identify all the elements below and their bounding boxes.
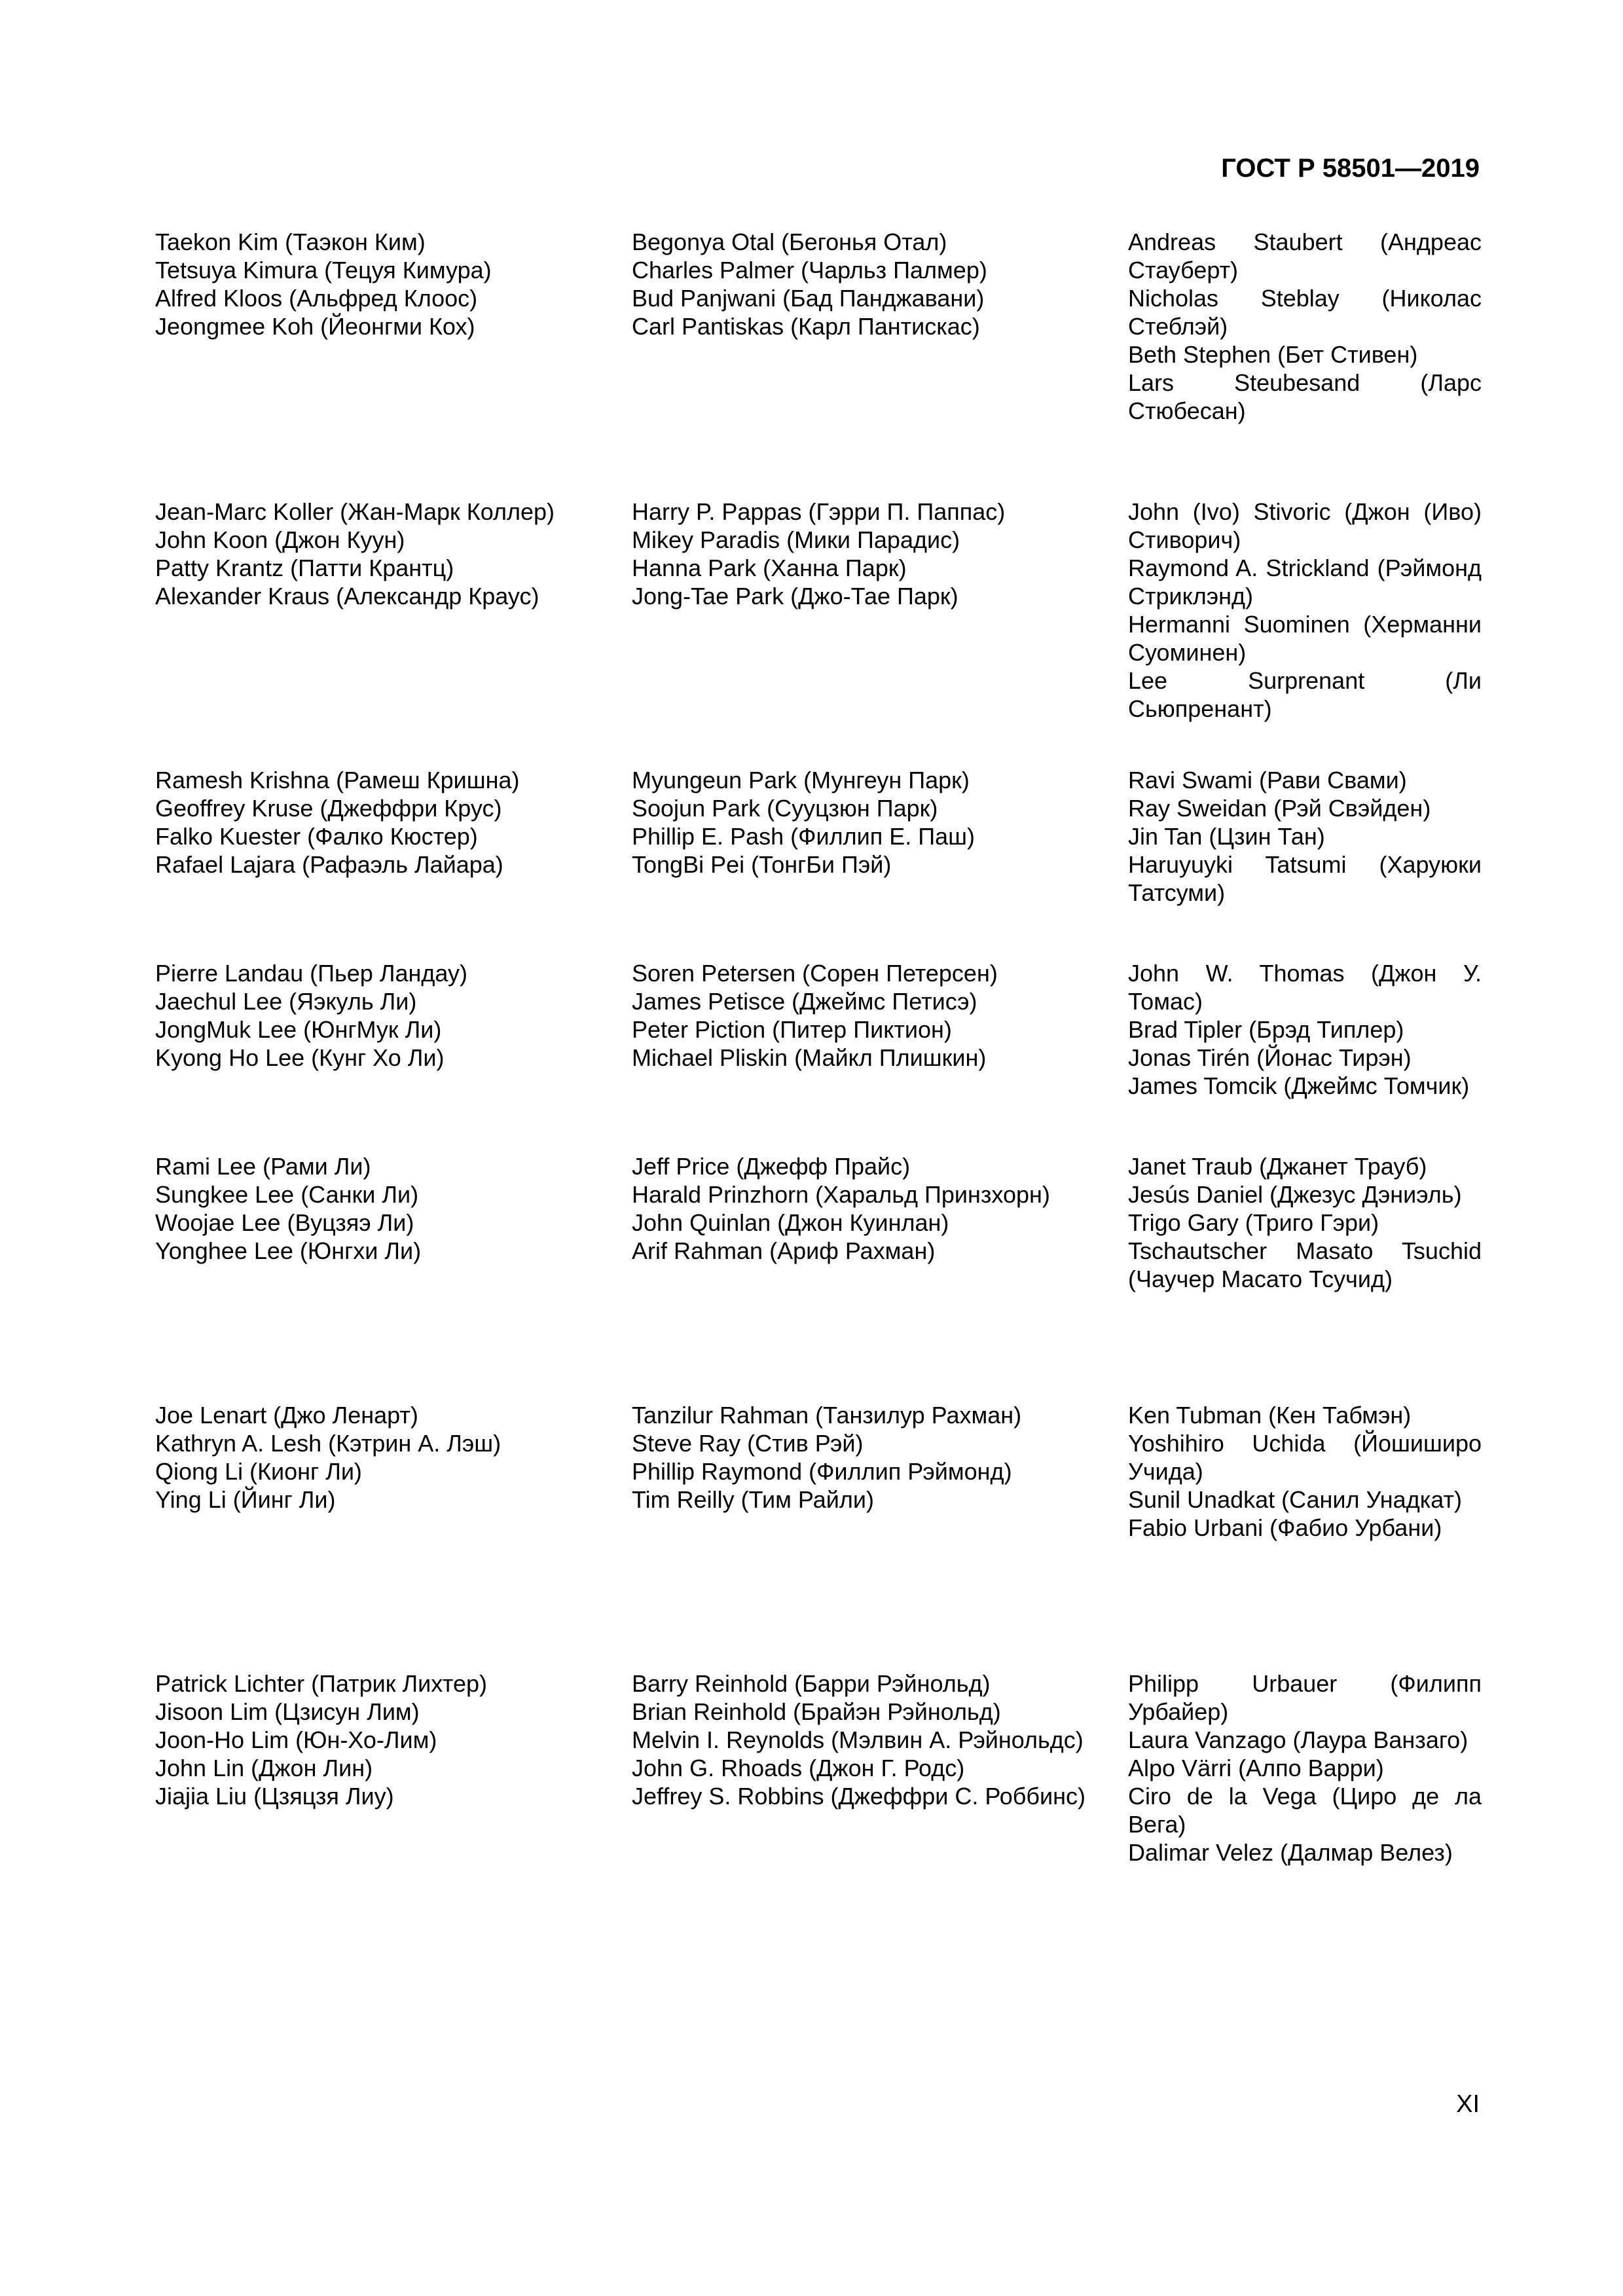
name-column: [1128, 766, 1482, 907]
participant-name: Yoshihiro Uchida (Йошиширо Учида): [1128, 1430, 1482, 1485]
name-column: [632, 1401, 1129, 1514]
participant-name: TongBi Pei (ТонгБи Пэй): [632, 851, 892, 878]
participant-name: Philipp Urbauer (Филипп Урбайер): [1128, 1670, 1482, 1725]
participant-name: Patty Krantz (Патти Крантц): [155, 555, 454, 581]
name-column: [632, 1669, 1129, 1810]
participant-name: Tim Reilly (Тим Райли): [632, 1486, 874, 1513]
participant-name: Yonghee Lee (Юнгхи Ли): [155, 1237, 422, 1264]
participant-name: Tanzilur Rahman (Танзилур Рахман): [632, 1402, 1022, 1429]
document-code-header: ГОСТ Р 58501—2019: [1221, 154, 1480, 183]
participant-name: Kyong Ho Lee (Кунг Хо Ли): [155, 1044, 445, 1071]
participant-name: Andreas Staubert (Андреас Стауберт): [1128, 228, 1482, 283]
participant-name: John Lin (Джон Лин): [155, 1755, 373, 1781]
name-column: [155, 498, 587, 610]
participant-name: Kathryn A. Lesh (Кэтрин А. Лэш): [155, 1430, 501, 1457]
name-column: [632, 498, 1129, 610]
name-column: [632, 1152, 1129, 1265]
participant-name: Harry P. Pappas (Гэрри П. Паппас): [632, 498, 1006, 525]
participant-name: John Quinlan (Джон Куинлан): [632, 1209, 949, 1236]
participant-name: Jeongmee Koh (Йеонгми Кох): [155, 313, 475, 340]
participant-name: Ramesh Krishna (Рамеш Кришна): [155, 767, 520, 793]
participant-name: Begonya Otal (Бегонья Отал): [632, 228, 947, 255]
participant-name: James Petisce (Джеймс Петисэ): [632, 988, 977, 1015]
name-column: [155, 1401, 587, 1514]
participant-name: Ciro de la Vega (Циро де ла Вега): [1128, 1783, 1482, 1838]
participant-name: Alfred Kloos (Альфред Клоос): [155, 285, 478, 312]
name-column: [632, 959, 1129, 1072]
participant-name: Taekon Kim (Таэкон Ким): [155, 228, 426, 255]
participant-name: Woojae Lee (Вуцзяэ Ли): [155, 1209, 414, 1236]
participant-name: Jeffrey S. Robbins (Джеффри С. Роббинс): [632, 1783, 1085, 1810]
name-column: [155, 1669, 587, 1810]
name-column: [1128, 959, 1482, 1100]
participant-name: Brad Tipler (Брэд Типлер): [1128, 1016, 1404, 1043]
participant-name: Hanna Park (Ханна Парк): [632, 555, 907, 581]
participant-name: Ying Li (Йинг Ли): [155, 1486, 336, 1513]
participant-name: Jean-Marc Koller (Жан-Марк Коллер): [155, 498, 555, 525]
participant-name: Peter Piction (Питер Пиктион): [632, 1016, 952, 1043]
participant-name: Ray Sweidan (Рэй Свэйден): [1128, 795, 1431, 822]
participant-name: Rafael Lajara (Рафаэль Лайара): [155, 851, 503, 878]
participant-name: Patrick Lichter (Патрик Лихтер): [155, 1670, 487, 1697]
participant-name: Sungkee Lee (Санки Ли): [155, 1181, 419, 1208]
name-column: [1128, 498, 1482, 723]
name-column: [632, 228, 1129, 340]
participant-name: Lars Steubesand (Ларс Стюбесан): [1128, 369, 1482, 424]
participant-name: Steve Ray (Стив Рэй): [632, 1430, 864, 1457]
participant-name: Nicholas Steblay (Николас Стеблэй): [1128, 285, 1482, 340]
participant-name: Raymond A. Strickland (Рэймонд Стриклэнд): [1128, 555, 1482, 610]
participant-name: James Tomcik (Джеймс Томчик): [1128, 1072, 1470, 1099]
participant-name: Mikey Paradis (Мики Парадис): [632, 526, 960, 553]
name-column: [1128, 1669, 1482, 1867]
participant-name: John W. Thomas (Джон У. Томас): [1128, 960, 1482, 1015]
name-column: [1128, 228, 1482, 425]
name-column: [155, 228, 587, 340]
participant-name: Jesús Daniel (Джезус Дэниэль): [1128, 1181, 1462, 1208]
participant-name: Soojun Park (Сууцзюн Парк): [632, 795, 938, 822]
participant-name: Geoffrey Kruse (Джеффри Крус): [155, 795, 502, 822]
participant-name: Arif Rahman (Ариф Рахман): [632, 1237, 936, 1264]
participant-name: Jin Tan (Цзин Тан): [1128, 823, 1325, 850]
participant-name: Phillip E. Pash (Филлип Е. Паш): [632, 823, 975, 850]
name-column: [155, 959, 587, 1072]
participant-name: Pierre Landau (Пьер Ландау): [155, 960, 467, 987]
name-column: [155, 1152, 587, 1265]
participant-name: Alexander Kraus (Александр Краус): [155, 583, 539, 610]
participant-name: Jaechul Lee (Яэкуль Ли): [155, 988, 417, 1015]
participant-name: Brian Reinhold (Брайэн Рэйнольд): [632, 1698, 1001, 1725]
participant-name: Fabio Urbani (Фабио Урбани): [1128, 1514, 1442, 1541]
name-column: [155, 766, 587, 879]
participant-name: Dalimar Velez (Далмар Велез): [1128, 1839, 1453, 1866]
participant-name: Melvin I. Reynolds (Мэлвин А. Рэйнольдс): [632, 1726, 1084, 1753]
participant-name: Tetsuya Kimura (Тецуя Кимура): [155, 257, 492, 283]
name-column: [632, 766, 1129, 879]
participant-name: Ken Tubman (Кен Табмэн): [1128, 1402, 1412, 1429]
participant-name: John Koon (Джон Куун): [155, 526, 405, 553]
participant-name: Alpo Värri (Алпо Варри): [1128, 1755, 1384, 1781]
participant-name: JongMuk Lee (ЮнгМук Ли): [155, 1016, 442, 1043]
participant-name: Phillip Raymond (Филлип Рэймонд): [632, 1458, 1012, 1485]
page-number: XI: [1456, 2090, 1480, 2118]
participant-name: Trigo Gary (Триго Гэри): [1128, 1209, 1379, 1236]
participant-name: Jonas Tirén (Йонас Тирэн): [1128, 1044, 1412, 1071]
participant-name: Rami Lee (Рами Ли): [155, 1153, 371, 1180]
participant-name: Hermanni Suominen (Херманни Суоминен): [1128, 611, 1482, 666]
participant-name: Bud Panjwani (Бад Панджавани): [632, 285, 985, 312]
participant-name: Harald Prinzhorn (Харальд Принзхорн): [632, 1181, 1050, 1208]
participant-name: Beth Stephen (Бет Стивен): [1128, 341, 1418, 368]
participant-name: Joe Lenart (Джо Ленарт): [155, 1402, 418, 1429]
participant-name: Jeff Price (Джефф Прайс): [632, 1153, 911, 1180]
participant-name: Carl Pantiskas (Карл Пантискас): [632, 313, 980, 340]
participant-name: Soren Petersen (Сорен Петерсен): [632, 960, 998, 987]
participant-name: Joon-Ho Lim (Юн-Хо-Лим): [155, 1726, 437, 1753]
participant-name: Jiajia Liu (Цзяцзя Лиу): [155, 1783, 394, 1810]
participant-name: Myungeun Park (Мунгеун Парк): [632, 767, 970, 793]
participant-name: Janet Traub (Джанет Трауб): [1128, 1153, 1427, 1180]
participant-name: Barry Reinhold (Барри Рэйнольд): [632, 1670, 991, 1697]
participant-name: Jisoon Lim (Цзисун Лим): [155, 1698, 420, 1725]
name-column: [1128, 1401, 1482, 1542]
participant-name: Charles Palmer (Чарльз Палмер): [632, 257, 987, 283]
participant-name: Haruyuyki Tatsumi (Харуюки Татсуми): [1128, 851, 1482, 906]
name-column: [1128, 1152, 1482, 1293]
participant-name: Tschautscher Masato Tsuchid (Чаучер Масато Тсучид): [1128, 1237, 1482, 1292]
participant-name: Laura Vanzago (Лаура Ванзаго): [1128, 1726, 1468, 1753]
participant-name: Lee Surprenant (Ли Сьюпренант): [1128, 667, 1482, 722]
participant-name: Jong-Tae Park (Джо-Тае Парк): [632, 583, 958, 610]
participant-name: Michael Pliskin (Майкл Плишкин): [632, 1044, 987, 1071]
participant-name: John (Ivo) Stivoric (Джон (Иво) Стиворич): [1128, 498, 1482, 553]
participant-name: Falko Kuester (Фалко Кюстер): [155, 823, 478, 850]
participant-name: Sunil Unadkat (Санил Унадкат): [1128, 1486, 1462, 1513]
participant-name: Qiong Li (Кионг Ли): [155, 1458, 362, 1485]
participant-name: John G. Rhoads (Джон Г. Родс): [632, 1755, 965, 1781]
participant-name: Ravi Swami (Рави Свами): [1128, 767, 1407, 793]
